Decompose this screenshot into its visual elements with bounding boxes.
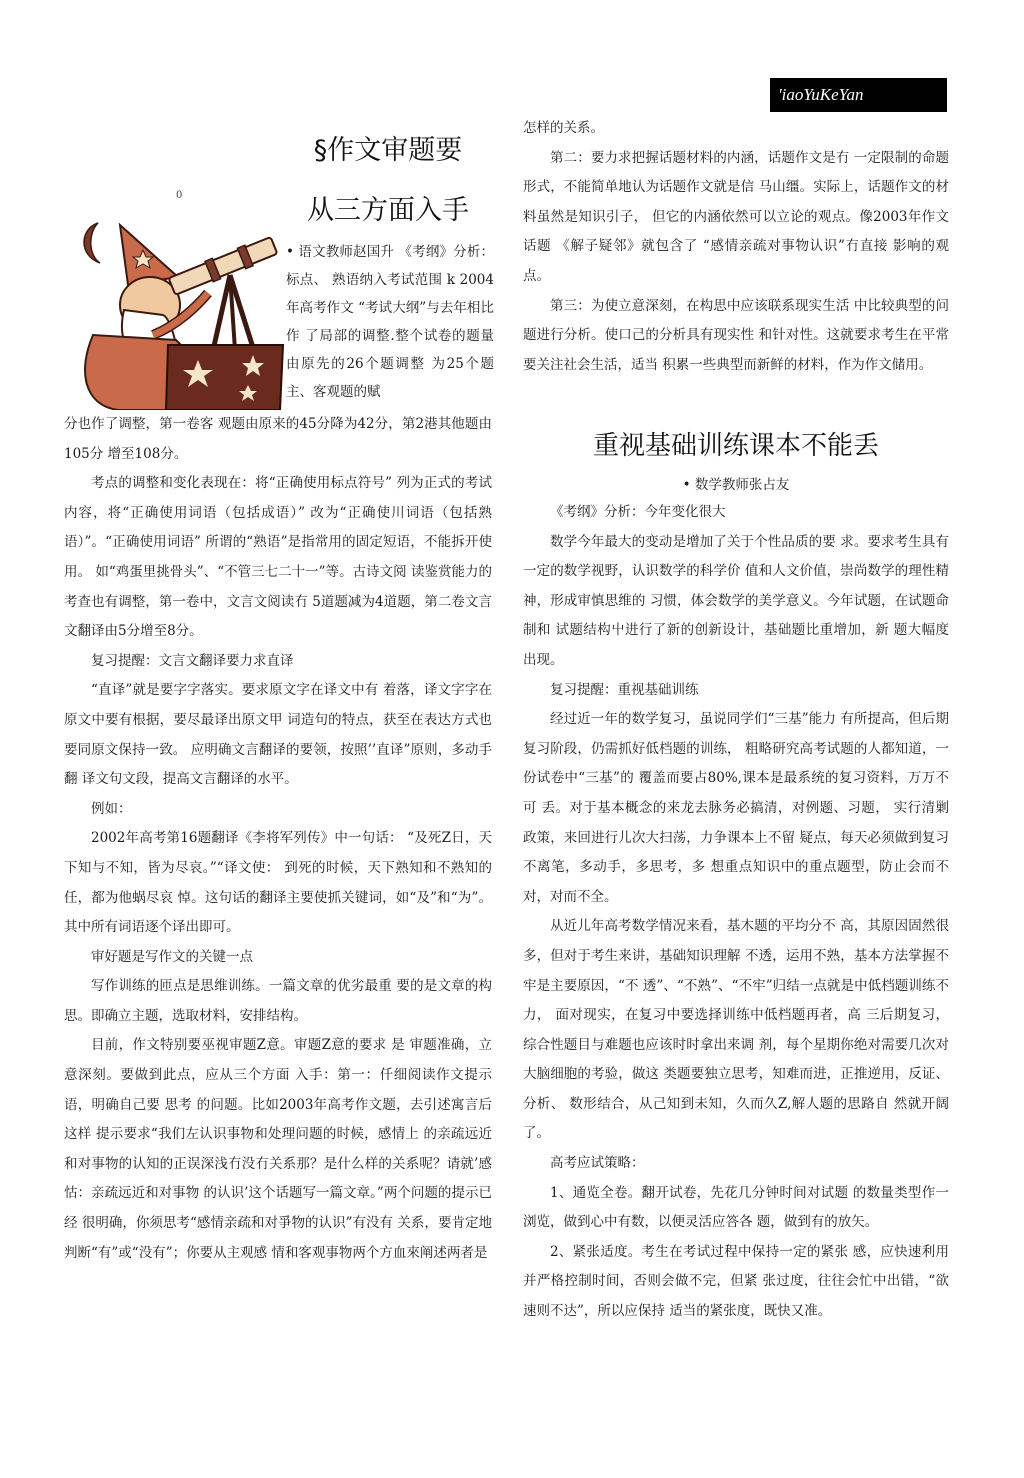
paragraph: 目前，作文特别要巫视审题Z意。审题Z意的要求 是 审题准确，立意深刻。要做到此点，应从三个方面 入手：第一：仟细阅读作文提示语，明确自己要 思考 的问题。比如2003年高考作文题，去引述寓言后这样 提示要求“我们左认识事物和处理问题的时候，感情上 的亲疏远近和对事物的认知的正误深浅冇没冇关系那？是什么样的关系呢？请就’感怙：亲疏远近和对事物 的认识’这个话题写一篇文章。”两个问题的提示已经 很明确，你须思考“感情亲疏和对爭物的认识”有没有 关系，要肯定地判断“有”或“没有”；你要从主观感 情和客观事物两个方血來阐述两者是	[64, 1037, 492, 1261]
paragraph: “直译”就是要字字落实。要求原文字在译文中有 着落，译文字字在原文中要有根据，要尽最译出原文甲 词造句的特点，获至在表达方式也要同原文保持一致。 应明确文言翻译的要领，按照’’直译”原则，多动手翻 译文句文段，提高文言翻译的水平。	[64, 682, 492, 788]
article2-body	[523, 498, 949, 1327]
paragraph: 第二：要力求把握话题材料的内涵，话题作文是冇 一定限制的命题形式，不能简单地认为话题作文就是信 马山缰。实际上，话题作文的材料虽然是知识引子， 但它的内涵依然可以立论的观点。像2003年作文话题 《解子疑邻》就包含了 “感情亲疏对事物认识”冇直接 影响的观点。	[523, 149, 949, 284]
subheading: 《考纲》分析：今年变化很大	[550, 504, 726, 520]
article1-intro-text: • 语文教师赵国升 《考纲》分析：标点、 熟语纳入考试范围 k 2004年高考作文 “考试大纲”与去年相比作 了局部的调整.整个试卷的题量由原先的26个题调整 为25个题主、客观题的赋	[286, 244, 494, 400]
paragraph: 考点的调整和变化表现在：将“正确使用标点符号” 列为正式的考试内容，将“正确使用词语（包括成语）” 改为“正确使川词语（包括熟语）”。“正确使用词语” 所谓的“熟语”是指常用的固定短语，不能拆开使用。 如“鸡蛋里挑骨头”、“不管三七二十一”等。古诗文阅 读鉴赏能力的考查也有调整，第一卷中，文言文阅读冇 5道题减为4道题，第二卷文言文翻译由5分增至8分。	[64, 475, 492, 640]
paragraph: 怎样的关系。	[523, 120, 604, 136]
subheading: 复习提醒：文言文翻译要力求直译	[91, 652, 294, 669]
paragraph: 例如：	[91, 800, 132, 817]
paragraph: 数学今年最大的变动是增加了关于个性品质的要 求。要求考生具有一定的数学视野，认识数学的科学价 值和人文价值，崇尚数学的理性精神，形成审慎思维的 习惯，体会数学的美学意义。今年试题，在试题命制和 试题结构屮进行了新的创新设计，基础题比重增加，新 题大幅度出现。	[523, 533, 949, 668]
article2-title: 重视基础训练课本不能丢	[592, 431, 879, 461]
article1-title-line2: 从三方面入手	[307, 195, 469, 226]
article2-author: • 数学教师张占友	[682, 477, 790, 493]
article1-body-left	[64, 410, 492, 1268]
paragraph: 2、紧张适度。考生在考试过程中保持一定的紧张 感，应快速利用并严格控制时间，否则会做不完，但紧 张过度，往往会忙中出错，“欲速则不达”，所以应保持 适当的紧张度，既快又准。	[523, 1243, 949, 1320]
subheading: 高考应试策略：	[550, 1155, 645, 1172]
paragraph: 2002年高考第16题翻译《李将军列传》中一句话： “及死Z日，天下知与不知，皆为尽哀。”“译文使： 到死的时候，天下熟知和不熟知的任，都为他蜗尽哀 悼。这句话的翻译主要使抓关键词，如“及”和“为”。 其中所有词语逐个译出即可。	[64, 830, 492, 936]
paragraph: 写作训练的匝点是思维训练。一篇文章的优劣最重 要的是文章的构思。即确立主题，选取材料，安排结构。	[64, 978, 492, 1024]
article1-title-line1: §作文审题要	[313, 135, 463, 166]
header-brand-badge: 'iaoYuKeYan	[770, 78, 947, 112]
stray-mark: 0	[176, 190, 183, 201]
article1-body-right	[523, 114, 949, 380]
paragraph: 第三：为使立意深刻，在构思中应该联系现实生活 中比较典型的问题进行分析。使口己的分析具有现实性 和针对性。这就要求考生在平常要关注社会生活，适当 积累一些典型而新鲜的材料，作为作文储用。	[523, 297, 949, 373]
paragraph: 经过近一年的数学复习，虽说同学们“三基”能力 有所提高，但后期复习阶段，仍需抓好低档题的训练， 粗略研究高考试题的人都知道，一份试卷中“三基”的 覆盖而要占80%,课本是最系统的复习资料，万万不可 丢。对于基本概念的来龙去脉务必搞清，对例题、习题， 实行清剿政策，来回进行儿次大扫荡，力争课本上不留 疑点，每天必须做到复习不离笔，多动手，多思考，多 想重点知识中的重点题型，防止会而不对，对而不全。	[523, 711, 949, 905]
paragraph: 分也作了调整，第一卷客 观题由原来的45分降为42分，第2港其他题由105分 增至108分。	[64, 416, 492, 462]
subheading: 复习提醒：重视基础训练	[550, 681, 699, 698]
wizard-telescope-illustration	[58, 205, 288, 410]
article1-intro	[286, 238, 494, 406]
subheading: 审好题是写作文的关键一点	[91, 948, 253, 965]
paragraph: 从近儿年高考数学情况来看，基木题的平均分不 高，其原因固然很多，但对于考生来讲，基础知识理解 不透，运用不熟，基本方法掌握不牢是主要原因，“不 透”、“不熟”、“不牢”归结一点就是中低档题训练不力， 面对现实，在复习中要选择训练中低档题再者，高 三后期复习，综合性题目与难题也应该时时拿出来调 剂，每个星期你绝对需要几次对大脑细胞的考验，做这 类题要独立思考，知难而进，正推逆用，反证、分析、 数形结合，从己知到未知，久而久Z,解人题的思路自 然就开阔了。	[523, 918, 949, 1142]
paragraph: 1、通览全卷。翻开试卷，先花几分钟时间对试题 的数量类型作一浏览，做到心中有数，以便灵活应答各 题，做到有的放矢。	[523, 1184, 949, 1231]
